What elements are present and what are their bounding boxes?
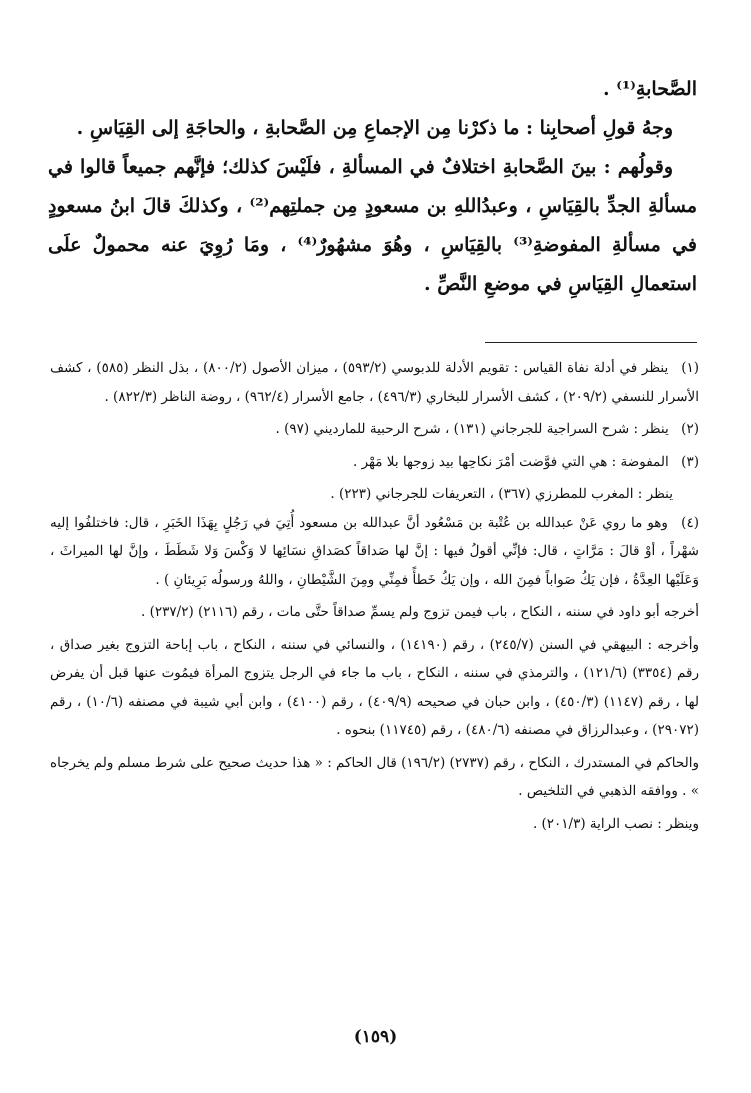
footnote-number: (٢) (681, 421, 699, 437)
footnote-4-source-bayhaqi: وأخرجه : البيهقي في السنن (٢٤٥/٧) ، رقم (١٤١٩٠) ، والنسائي في سننه ، النكاح ، باب إباحة التزوج بغير صداق ، رقم (٣٣٥٤) (١٢١/٦) ، والترمذي في سننه ، النكاح ، باب ما جاء في الرجل يتزوج المرأة فيمُوت عنها قبل أن يفرض لها ، رقم (١١٤٧) (٤٥٠/٣) ، وابن حبان في صحيحه (٤٠٩/٩) ، رقم (٤١٠٠) ، وابن أبي شيبة في مصنفه (١٠/٦) ، رقم (٢٩٠٧٢) ، وعبدالرزاق في مصنفه (٤٨٠/٦) ، رقم (١١٧٤٥) بنحوه . (50, 636, 700, 738)
main-text (48, 70, 697, 304)
page-number: (١٥٩) (353, 1027, 398, 1047)
footnote-number: (٤) (681, 514, 699, 531)
footnote-4-source-hakim: والحاكم في المستدرك ، النكاح ، رقم (٢٧٣٧) (١٩٦/٢) قال الحاكم : « هذا حديث صحيح على شرط مسلم ولم يخرجاه » . ووافقه الذهبي في التلخيص . (50, 754, 699, 799)
footnote-4 (50, 509, 699, 595)
footnote-number: (١) (681, 360, 700, 376)
main-paragraph-3: وقولُهم : بينَ الصَّحابةِ اختلافٌ في المسألةِ ، فلَيْسَ كذلك؛ فإنَّهم جميعاً قالوا في مسألةِ الجدِّ بالقِيَاسِ ، وعبدُاللهِ بن مسعودٍ مِن جملتِهم⁽²⁾ ، وكذلكَ قالَ ابنُ مسعودٍ في مسألةِ المفوضةِ⁽³⁾ بالقِيَاسِ ، وهُوَ مشهُورٌ⁽⁴⁾ ، ومَا رُوِيَ عنه محمولٌ علَى استعمالِ القِيَاسِ في موضعِ النَّصِّ . (48, 156, 698, 295)
footnote-text: المفوضة : هي التي فوَّضت أمْرَ نكاحِها بيد زوجها بلا مَهْر . (352, 453, 669, 470)
footnote-divider (485, 342, 697, 343)
footnote-text: ينظر : شرح السراجية للجرجاني (١٣١) ، شرح الرحبية للمارديني (٩٧) . (275, 421, 669, 437)
footnote-3 (50, 448, 699, 477)
footnote-number: (٣) (681, 453, 699, 470)
footnote-text: وهو ما روي عَنْ عبدالله بن عُتْبة بن مَسْعُود أنَّ عبدالله بن مسعود أُتِيَ في رَجُلٍ بِهَذَا الخَبَرِ ، قال: فاختلفُوا إليه شهْراً ، أوْ قالَ : مَرَّاتٍ ، قال: فإنِّي أقولُ فيها : إنَّ لها صَداقاً كصَداقِ نسَائِها لا وَكْسَ وَلا شَطَطَ ، وإنَّ لها الميراثَ ، وَعَلَيْها العِدَّةُ ، فإن يَكُ صَواباً فمِنَ الله ، وإن يَكُ خَطأً فمِنِّي ومِنَ الشَّيْطانِ ، واللهُ ورسولُه بَرِيئانِ ) . (50, 514, 699, 588)
main-paragraph-2: وجهُ قولِ أصحابِنا : ما ذكرْنا مِن الإجماعِ مِن الصَّحابةِ ، والحاجَةِ إلى القِيَاسِ . (76, 117, 673, 139)
footnote-1 (50, 354, 699, 411)
footnote-2 (50, 415, 699, 444)
footnotes (50, 354, 699, 842)
footnote-4-source-abu-dawud: أخرجه أبو داود في سننه ، النكاح ، باب فيمن تزوج ولم يسمِّ صداقاً حتَّى مات ، رقم (٢١١٦) (٢٣٧/٢) . (141, 604, 699, 620)
footnote-4-see-also: وينظر : نصب الراية (٢٠١/٣) . (532, 815, 699, 832)
main-paragraph-1: الصَّحابةِ⁽¹⁾ . (603, 78, 697, 100)
footnote-3-continuation: ينظر : المغرب للمطرزي (٣٦٧) ، التعريفات للجرجاني (٢٢٣) . (330, 486, 673, 502)
footnote-text: ينظر في أدلة نفاة القياس : تقويم الأدلة للدبوسي (٥٩٣/٢) ، ميزان الأصول (٨٠٠/٢) ، بذل النظر (٥٨٥) ، كشف الأسرار للنسفي (٢٠٩/٢) ، كشف الأسرار للبخاري (٤٩٦/٣) ، جامع الأسرار (٩٦٢/٤) ، روضة الناظر (٨٢٢/٣) . (50, 360, 699, 405)
